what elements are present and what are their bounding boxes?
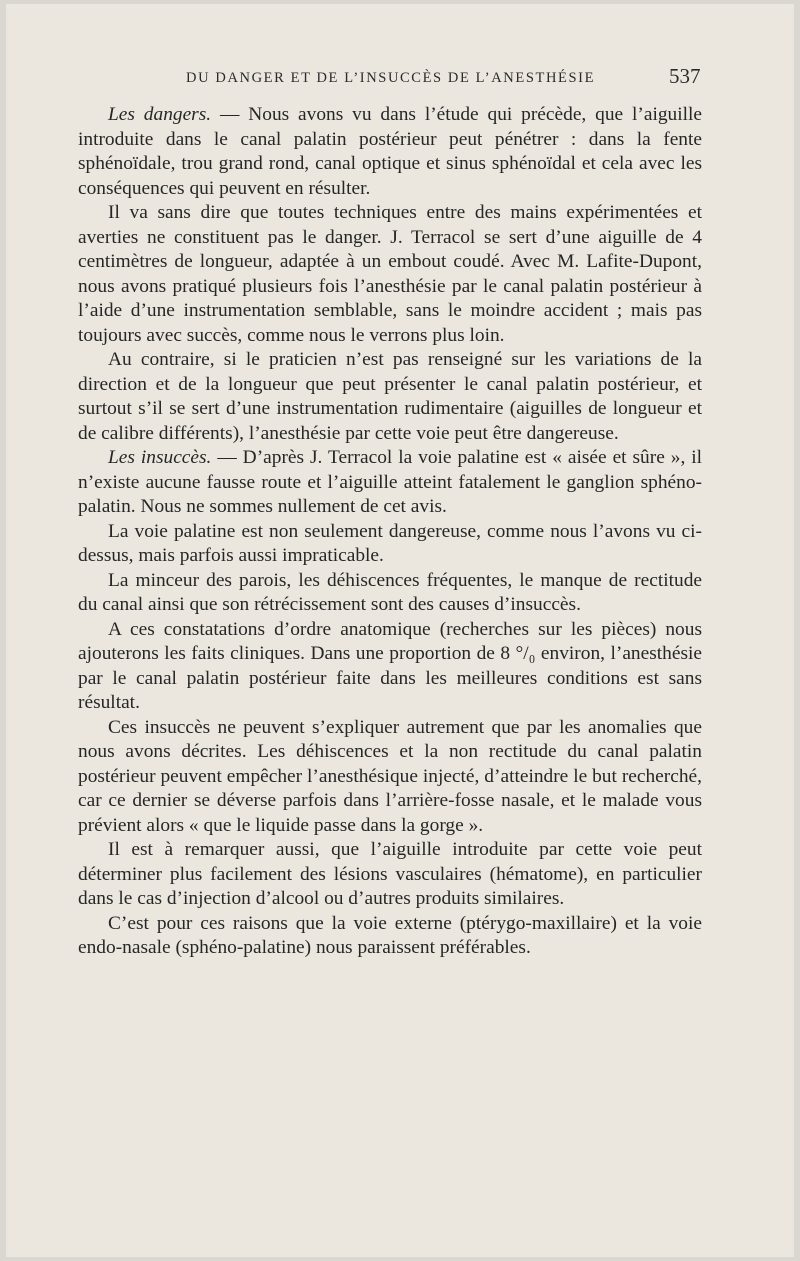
paragraph [78, 520, 702, 569]
paragraph [78, 838, 702, 912]
paragraph-dangers [78, 103, 702, 201]
paragraph [78, 201, 702, 348]
paragraph-text: C’est pour ces raisons que la voie externe (ptérygo-maxillaire) et la voie endo-nasale (sphéno-palatine) nous paraissent préférables. [78, 912, 702, 958]
book-page [6, 4, 794, 1257]
paragraph-text: La voie palatine est non seulement dangereuse, comme nous l’avons vu ci-dessus, mais parfois aussi impraticable. [78, 520, 702, 566]
page-header [6, 64, 794, 94]
section-lead-dangers: Les dangers. [108, 104, 212, 125]
paragraph-text: Ces insuccès ne peuvent s’expliquer autrement que par les anomalies que nous avons décrites. Les déhiscences et la non rectitude du canal palatin postérieur peuvent empêcher l’anesthésique injecté, d’atteindre le but recherché, car ce dernier se déverse parfois dans l’arrière-fosse nasale, et le malade vous prévient alors « que le liquide passe dans la gorge ». [78, 716, 702, 836]
section-lead-insucces: Les insuccès. [108, 447, 212, 468]
paragraph [78, 569, 702, 618]
running-head: DU DANGER ET DE L’INSUCCÈS DE L’ANESTHÉSIE [186, 70, 596, 86]
paragraph [78, 348, 702, 446]
paragraph [78, 912, 702, 961]
paragraph [78, 618, 702, 716]
page-number: 537 [669, 64, 701, 88]
paragraph [78, 716, 702, 839]
paragraph-text: Au contraire, si le praticien n’est pas renseigné sur les variations de la direction et de la longueur que peut présenter le canal palatin postérieur, et surtout s’il se sert d’une instrumentation rudimentaire (aiguilles de longueur et de calibre différents), l’anesthésie par cette voie peut être dangereuse. [78, 349, 702, 444]
paragraph-text: Il va sans dire que toutes techniques entre des mains expérimentées et averties ne constituent pas le danger. J. Terracol se sert d’une aiguille de 4 centimètres de longueur, adaptée à un embout coudé. Avec M. Lafite-Dupont, nous avons pratiqué plusieurs fois l’anesthésie par le canal palatin postérieur à l’aide d’une instrumentation semblable, sans le moindre accident ; mais pas toujours avec succès, comme nous le verrons plus loin. [78, 202, 702, 346]
body-text [78, 103, 702, 961]
paragraph-text: — Nous avons vu dans l’étude qui précède, que l’aiguille introduite dans le canal palatin postérieur peut pénétrer : dans la fente sphénoïdale, trou grand rond, canal optique et sinus sphénoïdal et cela avec les conséquences qui peuvent en résulter. [78, 104, 702, 199]
paragraph-text: Il est à remarquer aussi, que l’aiguille introduite par cette voie peut déterminer plus facilement des lésions vasculaires (hématome), en particulier dans le cas d’injection d’alcool ou d’autres produits similaires. [78, 839, 702, 909]
paragraph-insucces [78, 446, 702, 520]
paragraph-text: La minceur des parois, les déhiscences fréquentes, le manque de rectitude du canal ainsi que son rétrécissement sont des causes d’insuccès. [78, 569, 702, 615]
paragraph-text: — D’après J. Terracol la voie palatine est « aisée et sûre », il n’existe aucune fausse route et l’aiguille atteint fatalement le ganglion sphéno-palatin. Nous ne sommes nullement de cet avis. [78, 447, 702, 517]
paragraph-text: A ces constatations d’ordre anatomique (recherches sur les pièces) nous ajouterons les faits cliniques. Dans une proportion de 8 °/₀ environ, l’anesthésie par le canal palatin postérieur faite dans les meilleures conditions est sans résultat. [78, 618, 702, 713]
